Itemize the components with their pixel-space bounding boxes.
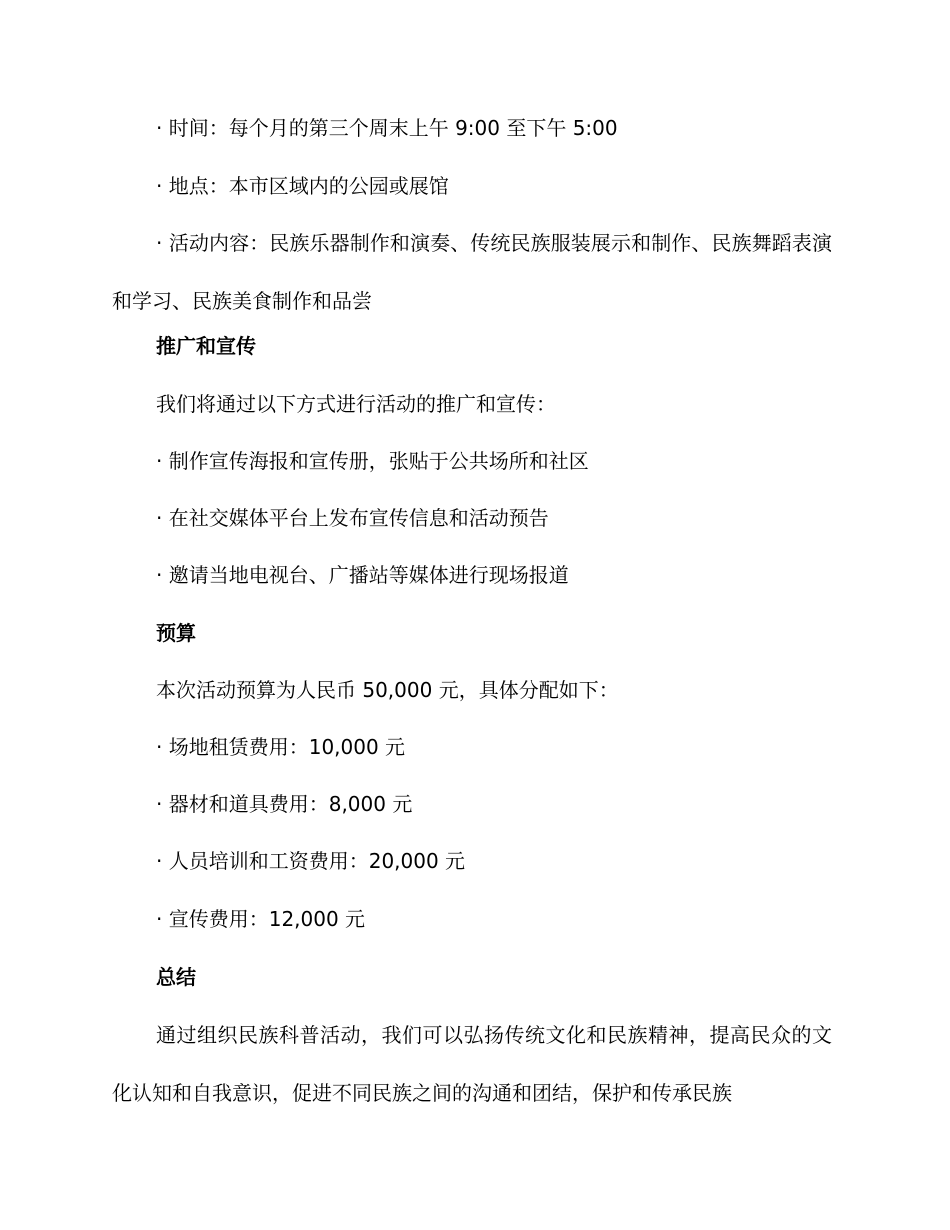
schedule-time-item: · 时间：每个月的第三个周末上午 9:00 至下午 5:00 [156,116,618,140]
budget-item-equipment: · 器材和道具费用：8,000 元 [156,792,413,816]
budget-intro: 本次活动预算为人民币 50,000 元，具体分配如下： [156,678,619,702]
promotion-item-social-media: · 在社交媒体平台上发布宣传信息和活动预告 [156,506,549,530]
promotion-heading: 推广和宣传 [156,334,256,358]
promotion-item-posters: · 制作宣传海报和宣传册，张贴于公共场所和社区 [156,449,589,473]
budget-item-staff: · 人员培训和工资费用：20,000 元 [156,849,466,873]
budget-item-promotion: · 宣传费用：12,000 元 [156,907,366,931]
summary-heading: 总结 [156,965,196,989]
activity-content-item: · 活动内容：民族乐器制作和演奏、传统民族服装展示和制作、民族舞蹈表演和学习、民族美食制作和品尝 [112,231,832,313]
summary-paragraph: 通过组织民族科普活动，我们可以弘扬传统文化和民族精神，提高民众的文化认知和自我意识，促进不同民族之间的沟通和团结，保护和传承民族 [112,1023,832,1105]
budget-item-venue: · 场地租赁费用：10,000 元 [156,735,406,759]
schedule-place-item: · 地点：本市区域内的公园或展馆 [156,174,449,198]
promotion-item-media: · 邀请当地电视台、广播站等媒体进行现场报道 [156,563,569,587]
budget-heading: 预算 [156,621,196,645]
promotion-intro: 我们将通过以下方式进行活动的推广和宣传： [156,392,556,416]
